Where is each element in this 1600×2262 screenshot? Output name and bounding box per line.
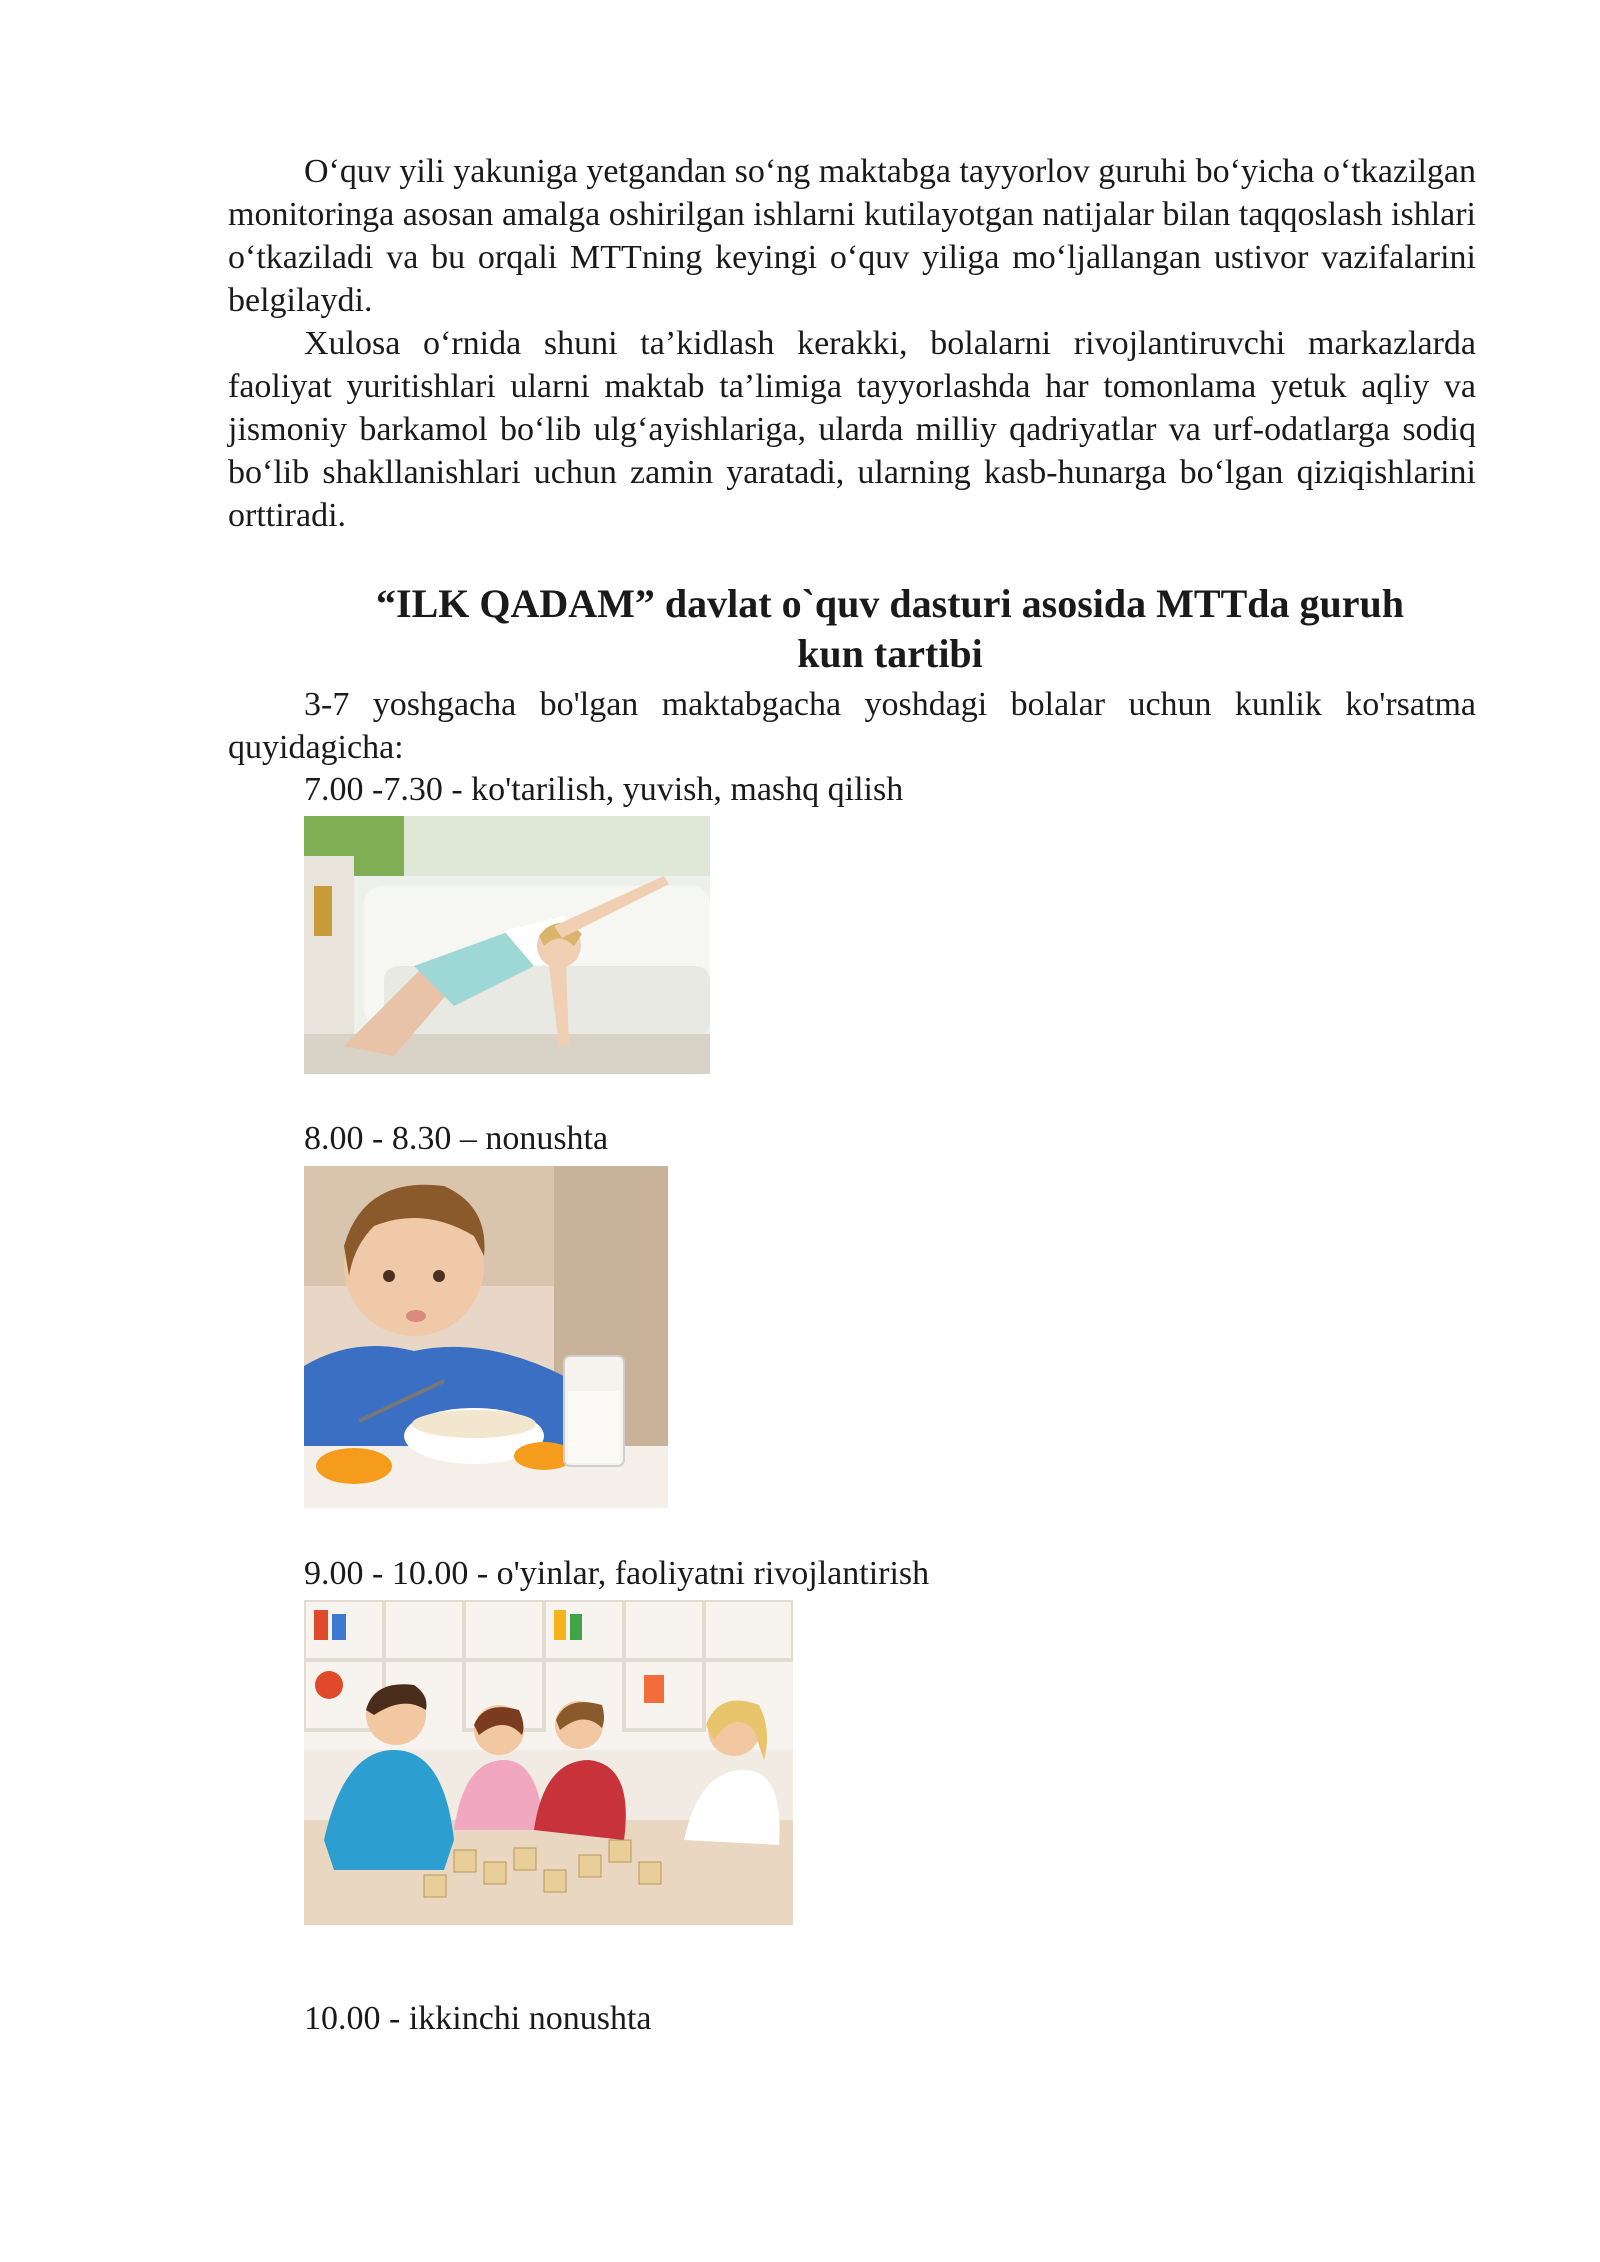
paragraph-monitoring: O‘quv yili yakuniga yetgandan so‘ng maktabga tayyorlov guruhi bo‘yicha o‘tkazilgan monitoringa asosan amalga oshirilgan ishlarni kutilayotgan natijalar bilan taqqoslash ishlari o‘tkaziladi va bu orqali MTTning keyingi o‘quv yiliga mo‘ljallangan ustivor vazifalarini belgilaydi. [228,153,1476,319]
schedule-item-wakeup: 7.00 -7.30 - ko'tarilish, yuvish, mashq qilish [304,771,904,808]
schedule-item-second-breakfast: 10.00 - ikkinchi nonushta [304,2000,652,2037]
schedule-intro: 3-7 yoshgacha bo'lgan maktabgacha yoshdagi bolalar uchun kunlik ko'rsatma quyidagicha: [228,686,1476,766]
child-breakfast-photo [304,1166,668,1508]
children-playing-blocks-photo [304,1600,793,1925]
document-page [228,150,1476,769]
schedule-item-breakfast: 8.00 - 8.30 – nonushta [304,1120,609,1157]
paragraph-conclusion: Xulosa o‘rnida shuni ta’kidlash kerakki, bolalarni rivojlantiruvchi markazlarda faoliyat yuritishlari ularni maktab ta’limiga tayyorlashda har tomonlama yetuk aqliy va jismoniy barkamol bo‘lib ulg‘ayishlariga, ularda milliy qadriyatlar va urf-odatlarga sodiq bo‘lib shakllanishlari uchun zamin yaratadi, ularning kasb-hunarga bo‘lgan qiziqishlarini orttiradi. [228,325,1476,534]
heading-line-2: kun tartibi [797,631,983,676]
section-heading [228,579,1476,679]
child-exercise-photo [304,816,710,1074]
heading-line-1: “ILK QADAM” davlat o`quv dasturi asosida MTTda guruh [376,581,1404,626]
schedule-item-games: 9.00 - 10.00 - o'yinlar, faoliyatni rivojlantirish [304,1555,930,1592]
